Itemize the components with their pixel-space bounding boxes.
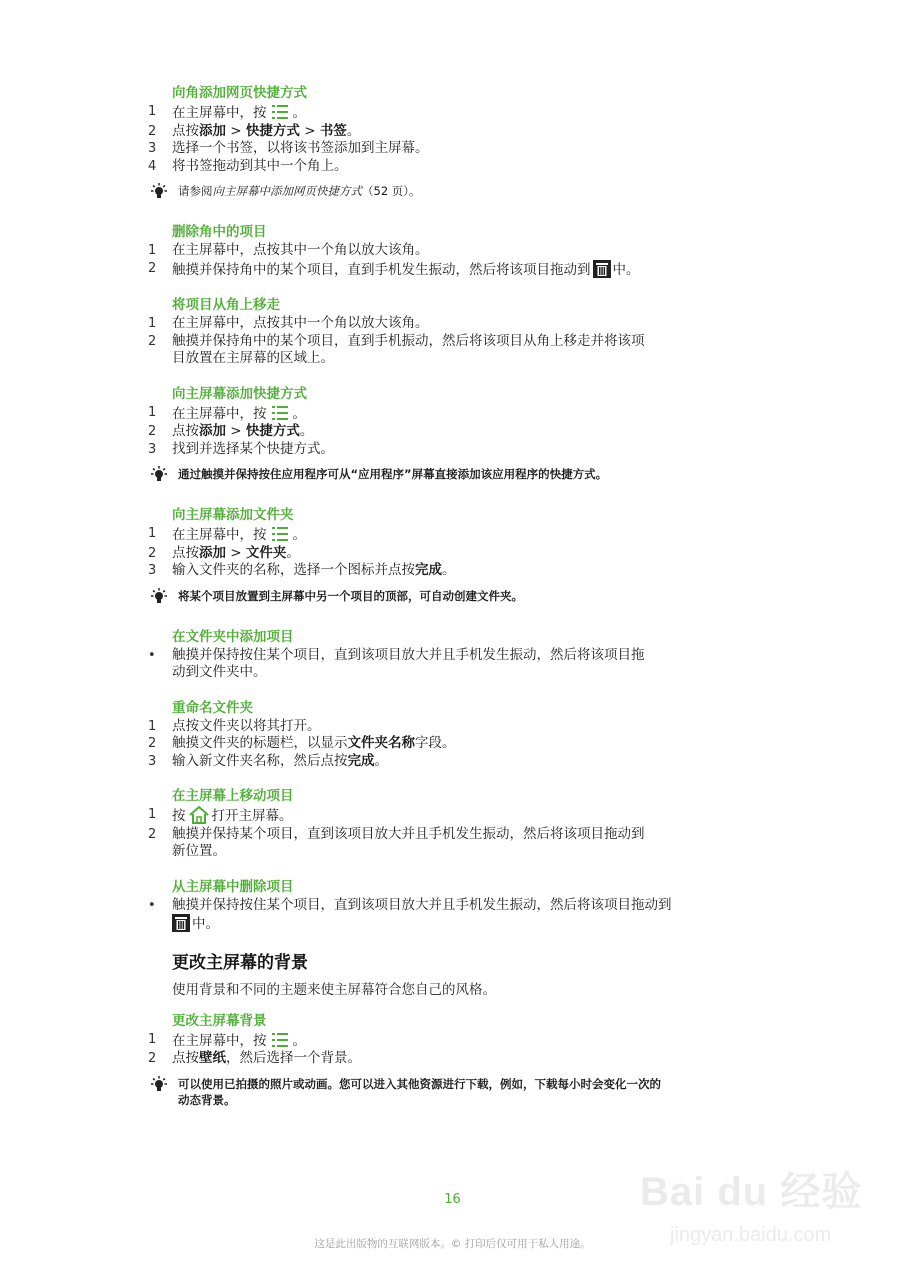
step: 2 点按添加 > 快捷方式 > 书签。 — [148, 122, 361, 139]
section-title: 从主屏幕中删除项目 — [172, 878, 294, 895]
section-move-item-home: 在主屏幕上移动项目 1 按 打开主屏幕。 2 触摸并保持某个项目，直到该项目放大并且手机发生振动，然后将该项目拖动到 新位置。 — [172, 787, 768, 861]
page-content — [148, 84, 768, 1108]
lightbulb-icon — [148, 588, 170, 606]
section-title: 在主屏幕上移动项目 — [172, 788, 294, 804]
menu-icon — [269, 103, 291, 121]
lightbulb-icon — [148, 183, 170, 201]
step: 1 在主屏幕中，按 。 — [148, 104, 306, 121]
section-add-folder: 向主屏幕添加文件夹 1 在主屏幕中，按 。 2 点按添加 > 文件夹。 3 输入文件夹的名称，选择一个图标并点按完成。 — [172, 506, 768, 580]
section-title: 向主屏幕添加文件夹 — [172, 507, 294, 523]
section-title: 向角添加网页快捷方式 — [172, 85, 307, 101]
page-number: 16 — [444, 1192, 461, 1207]
section-title: 将项目从角上移走 — [172, 297, 280, 313]
section-title: 在文件夹中添加项目 — [172, 628, 294, 645]
menu-icon — [269, 1031, 291, 1049]
section-add-web-shortcut-corner — [148, 84, 768, 175]
section-title: 向主屏幕添加快捷方式 — [172, 385, 307, 402]
step-text: 在主屏幕中，按 — [172, 105, 267, 121]
section-change-background: 更改主屏幕背景 1 在主屏幕中，按 。 2 点按壁纸，然后选择一个背景。 — [172, 1012, 768, 1068]
section-delete-corner-item: 删除角中的项目 1 在主屏幕中，点按其中一个角以放大该角。 2 触摸并保持角中的某个项目，直到手机发生振动，然后将该项目拖动到 中。 — [172, 223, 768, 279]
tip: 将某个项目放置到主屏幕中另一个项目的顶部，可自动创建文件夹。 — [148, 588, 768, 606]
step: 4 将书签拖动到其中一个角上。 — [148, 157, 348, 174]
menu-icon — [269, 525, 291, 543]
intro-paragraph: 使用背景和不同的主题来使主屏幕符合您自己的风格。 — [172, 981, 496, 998]
section-add-home-shortcut: 向主屏幕添加快捷方式 1 在主屏幕中，按 。 2 点按添加 > 快捷方式。 3 找到并选择某个快捷方式。 — [172, 385, 768, 459]
footer-notice: 这是此出版物的互联网版本。© 打印后仅可用于私人用途。 — [314, 1238, 591, 1250]
section-add-item-to-folder: 在文件夹中添加项目 • 触摸并保持按住某个项目，直到该项目放大并且手机发生振动，然后将该项目拖 动到文件夹中。 — [172, 628, 768, 682]
trash-icon — [172, 914, 190, 932]
lightbulb-icon — [148, 1076, 170, 1094]
section-title: 删除角中的项目 — [172, 224, 267, 240]
section-move-item-off-corner: 将项目从角上移走 1 在主屏幕中，点按其中一个角以放大该角。 2 触摸并保持角中的某个项目，直到手机振动，然后将该项目从角上移走并将该项 目放置在主屏幕的区域上。 — [172, 296, 768, 368]
home-icon — [188, 806, 210, 824]
section-rename-folder: 重命名文件夹 1 点按文件夹以将其打开。 2 触摸文件夹的标题栏，以显示文件夹名称字段。 3 输入新文件夹名称，然后点按完成。 — [172, 699, 768, 771]
menu-icon — [269, 404, 291, 422]
watermark-url: jingyan.baidu.com — [670, 1224, 832, 1246]
tip: 通过触摸并保持按住应用程序可从“应用程序”屏幕直接添加该应用程序的快捷方式。 — [148, 466, 768, 484]
cross-reference-link[interactable]: 向主屏幕中添加网页快捷方式 — [212, 184, 362, 198]
chapter-heading: 更改主屏幕的背景 — [172, 952, 308, 973]
lightbulb-icon — [148, 466, 170, 484]
tip: 可以使用已拍摄的照片或动画。您可以进入其他资源进行下载，例如，下载每小时会变化一次的 动态背景。 — [148, 1076, 768, 1108]
trash-icon — [593, 260, 611, 278]
section-title: 更改主屏幕背景 — [172, 1012, 267, 1029]
step-number: 1 — [148, 104, 157, 119]
step: 3 选择一个书签，以将该书签添加到主屏幕。 — [148, 140, 429, 156]
watermark-brand: Bai du 经验 — [640, 1170, 863, 1214]
section-title: 重命名文件夹 — [172, 699, 253, 716]
tip: 请参阅向主屏幕中添加网页快捷方式（52 页）。 — [148, 183, 768, 201]
section-delete-home-item: 从主屏幕中删除项目 • 触摸并保持按住某个项目，直到该项目放大并且手机发生振动，然后将该项目拖动到 中。 — [172, 878, 768, 934]
